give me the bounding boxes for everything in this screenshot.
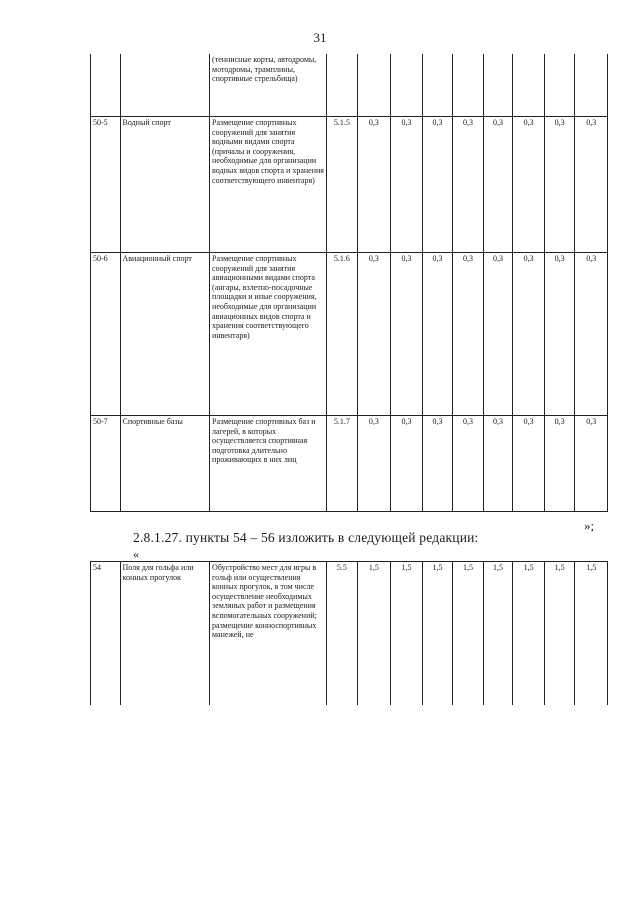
value-cell: 0,3 bbox=[357, 416, 391, 512]
description-cell: (теннисные корты, автодромы, мотодромы, трамплины, спортивные стрельбища) bbox=[210, 54, 327, 117]
code-cell: 5.1.6 bbox=[327, 253, 358, 416]
code-cell: 5.5 bbox=[327, 562, 358, 706]
table-row bbox=[91, 562, 608, 706]
use-name-cell: Водный спорт bbox=[120, 117, 210, 253]
land-use-table-top bbox=[90, 54, 608, 512]
value-cell: 0,3 bbox=[453, 117, 484, 253]
value-cell: 0,3 bbox=[513, 416, 545, 512]
value-cell: 0,3 bbox=[422, 416, 453, 512]
code-cell: 5.1.7 bbox=[327, 416, 358, 512]
closing-quote: »; bbox=[584, 518, 595, 533]
row-number-cell: 54 bbox=[91, 562, 121, 706]
value-cell: 0,3 bbox=[544, 253, 575, 416]
value-cell: 1,5 bbox=[357, 562, 391, 706]
value-cell: 1,5 bbox=[513, 562, 545, 706]
value-cell: 1,5 bbox=[575, 562, 608, 706]
value-cell: 1,5 bbox=[453, 562, 484, 706]
value-cell: 1,5 bbox=[422, 562, 453, 706]
table-row bbox=[91, 416, 608, 512]
value-cell: 0,3 bbox=[357, 117, 391, 253]
table-row bbox=[91, 117, 608, 253]
land-use-table-bottom bbox=[90, 561, 608, 705]
value-cell: 0,3 bbox=[422, 253, 453, 416]
table-row-continued bbox=[91, 54, 608, 117]
value-cell: 0,3 bbox=[453, 253, 484, 416]
value-cell: 1,5 bbox=[483, 562, 513, 706]
value-cell: 1,5 bbox=[544, 562, 575, 706]
value-cell: 0,3 bbox=[483, 416, 513, 512]
page-number: 31 bbox=[313, 30, 327, 45]
row-number-cell: 50-6 bbox=[91, 253, 121, 416]
value-cell: 0,3 bbox=[544, 416, 575, 512]
value-cell: 0,3 bbox=[575, 117, 608, 253]
use-name-cell: Спортивные базы bbox=[120, 416, 210, 512]
code-cell: 5.1.5 bbox=[327, 117, 358, 253]
value-cell: 0,3 bbox=[357, 253, 391, 416]
description-cell: Обустройство мест для игры в гольф или осуществления конных прогулок, в том числе осуществление необходимых земляных работ и размещения вспомогательных сооружений; размещение конноспортивных манежей, не bbox=[210, 562, 327, 706]
value-cell: 0,3 bbox=[483, 117, 513, 253]
value-cell: 0,3 bbox=[391, 416, 423, 512]
value-cell: 0,3 bbox=[513, 117, 545, 253]
value-cell: 1,5 bbox=[391, 562, 423, 706]
description-cell: Размещение спортивных баз и лагерей, в которых осуществляется спортивная подготовка длительно проживающих в них лиц bbox=[210, 416, 327, 512]
opening-quote: « bbox=[133, 547, 139, 561]
description-cell: Размещение спортивных сооружений для занятия водными видами спорта (причалы и сооружения, необходимые для организации водных видов спорта и хранения соответствующего инвентаря) bbox=[210, 117, 327, 253]
row-number-cell: 50-7 bbox=[91, 416, 121, 512]
amendment-heading: 2.8.1.27. пункты 54 – 56 изложить в следующей редакции: bbox=[133, 530, 479, 545]
value-cell: 0,3 bbox=[391, 117, 423, 253]
value-cell: 0,3 bbox=[575, 416, 608, 512]
description-cell: Размещение спортивных сооружений для занятия авиационными видами спорта (ангары, взлетно-посадочные площадки и иные сооружения, необходимые для организации авиационных видов спорта и хранения соответствующего инвентаря) bbox=[210, 253, 327, 416]
value-cell: 0,3 bbox=[575, 253, 608, 416]
value-cell: 0,3 bbox=[422, 117, 453, 253]
table-row bbox=[91, 253, 608, 416]
value-cell: 0,3 bbox=[544, 117, 575, 253]
value-cell: 0,3 bbox=[513, 253, 545, 416]
use-name-cell: Поля для гольфа или конных прогулок bbox=[120, 562, 210, 706]
row-number-cell: 50-5 bbox=[91, 117, 121, 253]
value-cell: 0,3 bbox=[483, 253, 513, 416]
value-cell: 0,3 bbox=[391, 253, 423, 416]
value-cell: 0,3 bbox=[453, 416, 484, 512]
use-name-cell: Авиационный спорт bbox=[120, 253, 210, 416]
